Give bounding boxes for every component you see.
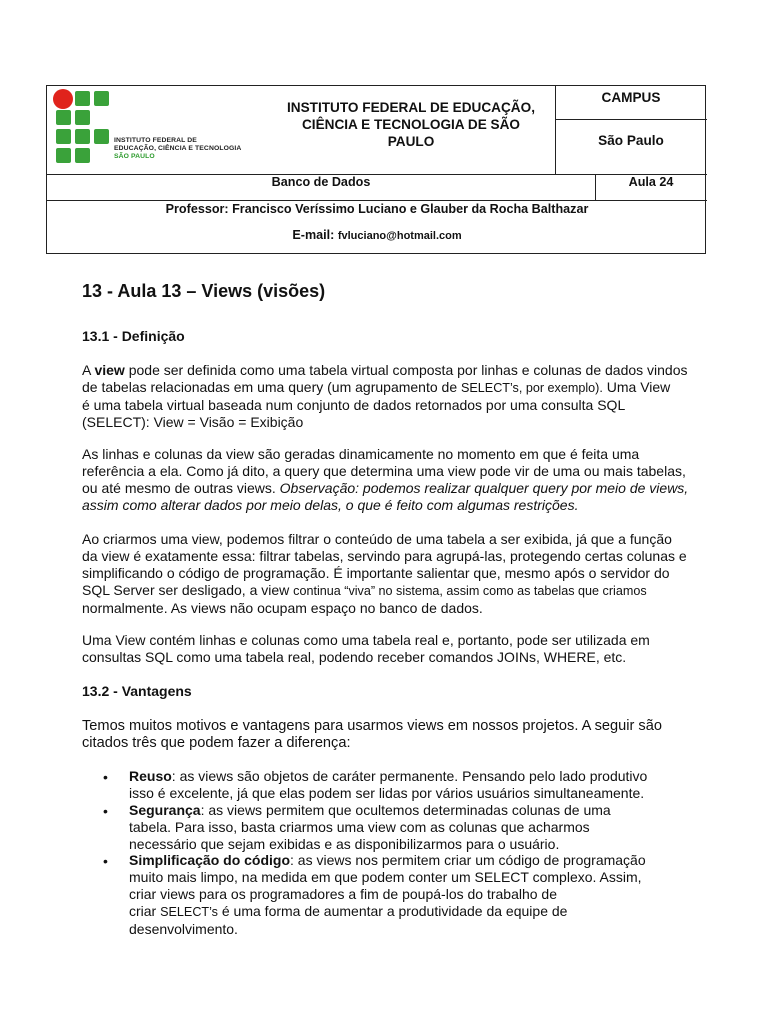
list-item-seguranca: Segurança: as views permitem que ocultemos determinadas colunas de uma tabela. Para isso, basta criarmos uma view com as colunas que acharmos necessário que sejam exibidas e as disponibilizarmos para o usuário. (129, 802, 611, 852)
bullet-marker: • (103, 803, 108, 819)
email-line: E-mail: fvluciano@hotmail.com (292, 228, 462, 242)
paragraph-definition: A view pode ser definida como uma tabela virtual composta por linhas e colunas de dados vindos de tabelas relacionadas em uma query (um agrupamento de SELECT’s, por exemplo). Uma View é uma tabela virtual baseada num conjunto de dados retornados por uma consulta SQL (SELECT): View = Visão = Exibição (82, 362, 688, 430)
bullet-marker: • (103, 853, 108, 869)
page-title: 13 - Aula 13 – Views (visões) (82, 281, 326, 301)
list-item-simplificacao: Simplificação do código: as views nos permitem criar um código de programação muito mais limpo, na medida em que podem conter um SELECT complexo. Assim, criar views para os programadores a fim de poupá-los do trabalho de criar SELECT’s é uma forma de aumentar a produtividade da equipe de desenvolvimento. (129, 852, 646, 937)
campus-value: São Paulo (598, 133, 664, 148)
institution-logo (53, 88, 263, 168)
paragraph-filter: Ao criarmos uma view, podemos filtrar o conteúdo de uma tabela a ser exibida, já que a função da view é exatamente essa: filtrar tabelas, servindo para agrupá-las, protegendo certas colunas e simplificando o código de programação. É importante salientar que, mesmo após o servidor do SQL Server ser desligado, a view continua “viva” no sistema, assim como as tabelas que criamos normalmente. As views não ocupam espaço no banco de dados. (82, 531, 687, 616)
list-item-reuso: Reuso: as views são objetos de caráter permanente. Pensando pelo lado produtivo isso é excelente, já que elas podem ser lidas por vários usuários simultaneamente. (129, 768, 648, 801)
professor-line: Professor: Francisco Veríssimo Luciano e Glauber da Rocha Balthazar (165, 202, 589, 216)
header-table (46, 85, 706, 254)
paragraph-dynamic: As linhas e colunas da view são geradas dinamicamente no momento em que é feita uma referência a ela. Como já dito, a query que determina uma view pode vir de uma ou mais tabelas, ou até mesmo de outras views. Observação: podemos realizar qualquer query por meio de views, assim como alterar dados por meio delas, o que é feito com algumas restrições. (82, 446, 689, 513)
institution-name: INSTITUTO FEDERAL DE EDUCAÇÃO, CIÊNCIA E TECNOLOGIA DE SÃO PAULO (287, 100, 535, 149)
paragraph-real-table: Uma View contém linhas e colunas como uma tabela real e, portanto, pode ser utilizada em consultas SQL como uma tabela real, podendo receber comandos JOINs, WHERE, etc. (82, 632, 650, 665)
logo-text: INSTITUTO FEDERAL DE EDUCAÇÃO, CIÊNCIA E TECNOLOGIA SÃO PAULO (114, 137, 242, 160)
lesson-number: Aula 24 (628, 175, 674, 189)
section-heading-vantagens: 13.2 - Vantagens (82, 683, 192, 699)
section-heading-definicao: 13.1 - Definição (82, 328, 185, 344)
course-name: Banco de Dados (271, 175, 371, 189)
campus-label: CAMPUS (601, 90, 661, 105)
bullet-marker: • (103, 769, 108, 785)
paragraph-advantages-intro: Temos muitos motivos e vantagens para usarmos views em nossos projetos. A seguir são citados três que podem fazer a diferença: (82, 718, 662, 751)
email-address: fvluciano@hotmail.com (337, 230, 462, 242)
